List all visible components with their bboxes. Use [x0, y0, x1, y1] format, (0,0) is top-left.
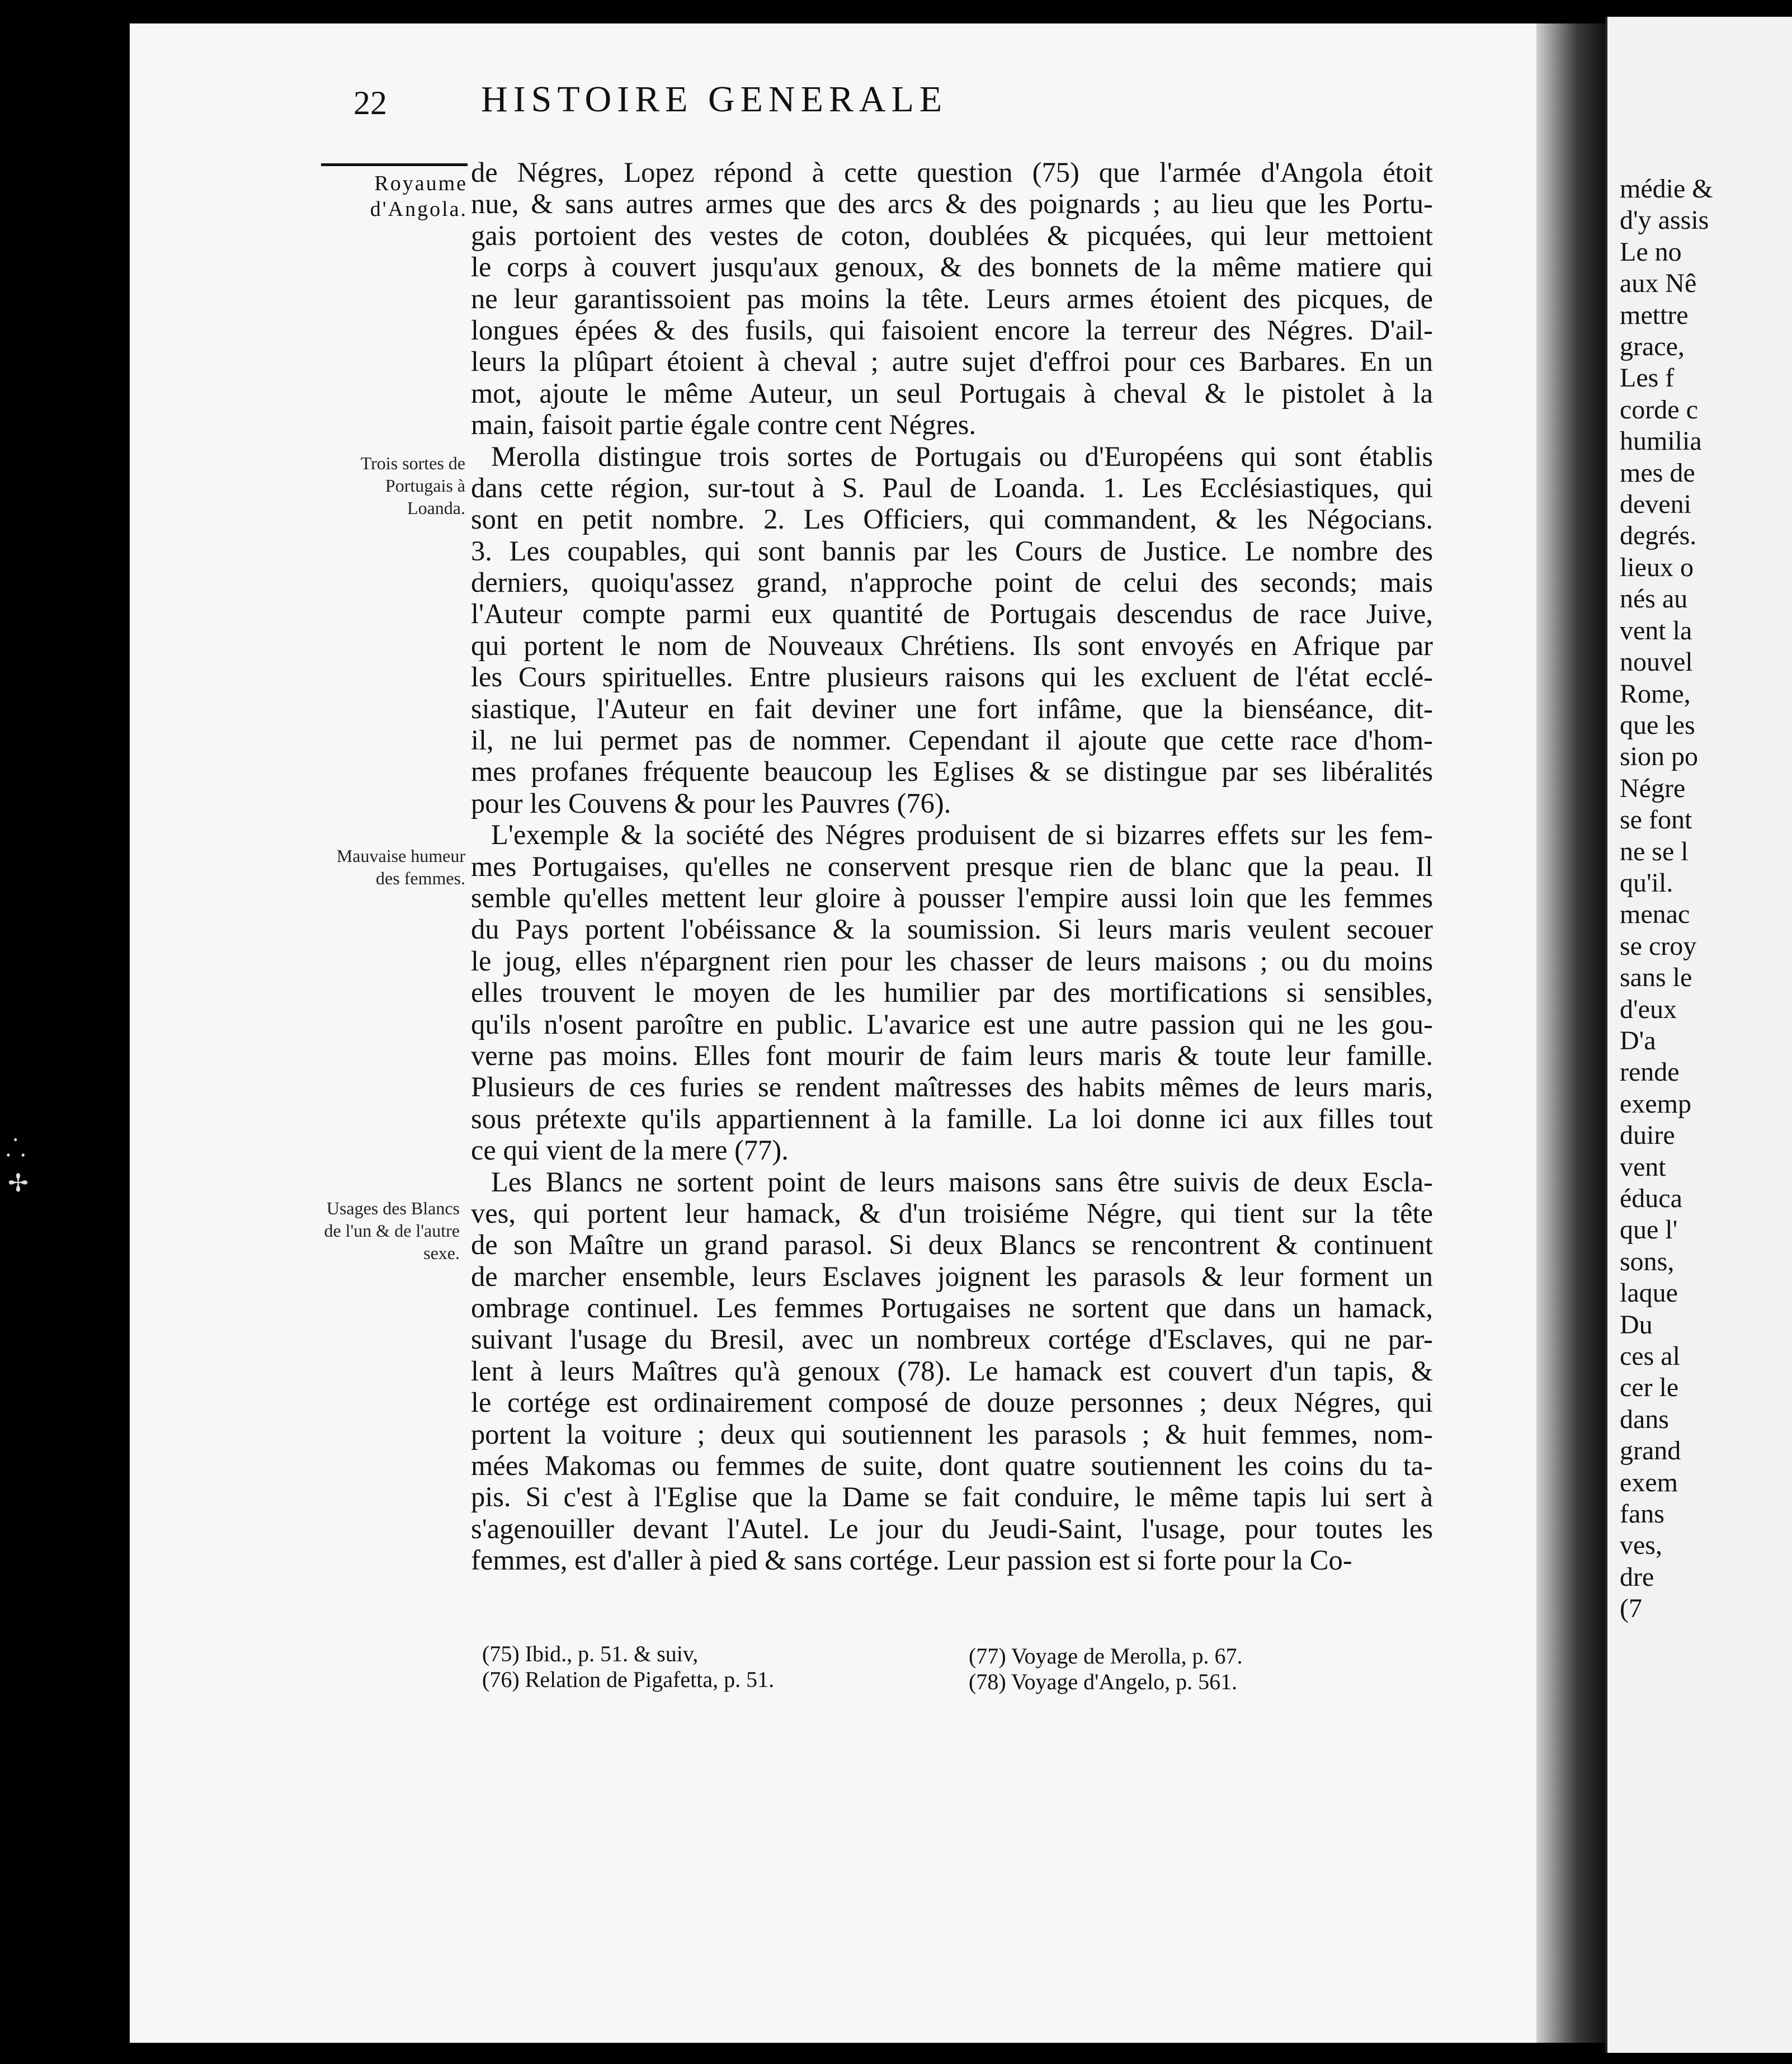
right-page-line: degrés. [1620, 521, 1697, 551]
text-line: qui portent le nom de Nouveaux Chrétiens. Ils sont envoyés en Afrique par [471, 629, 1433, 661]
text-line: mées Makomas ou femmes de suite, dont quatre soutiennent les coins du ta- [471, 1450, 1433, 1482]
text-line: Merolla distingue trois sortes de Portugais ou d'Européens qui sont établis [491, 440, 1433, 472]
text-line: de Négres, Lopez répond à cette question (75) que l'armée d'Angola étoit [471, 157, 1433, 188]
text-line: 3. Les coupables, qui sont bannis par les Cours de Justice. Le nombre des [471, 535, 1433, 567]
text-line: verne pas moins. Elles font mourir de faim leurs maris & toute leur famille. [471, 1039, 1433, 1071]
right-page-line: deveni [1620, 489, 1691, 520]
right-page-line: nés au [1620, 584, 1688, 614]
text-line: pour les Couvens & pour les Pauvres (76). [471, 787, 951, 819]
right-page-line: nouvel [1620, 647, 1693, 677]
text-line: suivant l'usage du Bresil, avec un nombreux cortége d'Esclaves, qui ne par- [471, 1323, 1433, 1355]
left-edge-mark: ✢ [8, 1169, 29, 1198]
text-line: sous prétexte qu'ils appartiennent à la famille. La loi donne ici aux filles tout [471, 1102, 1433, 1134]
footnote: (78) Voyage d'Angelo, p. 561. [969, 1669, 1238, 1694]
footnote: (75) Ibid., p. 51. & suiv, [482, 1641, 699, 1666]
text-line: du Pays portent l'obéissance & la soumission. Si leurs maris veulent secouer [471, 913, 1433, 945]
right-page-line: exemp [1620, 1088, 1691, 1119]
right-page-line: grand [1620, 1436, 1681, 1466]
text-line: siastique, l'Auteur en fait deviner une fort infâme, que la bienséance, dit- [471, 692, 1433, 724]
book-gutter [1536, 23, 1605, 2043]
right-page-line: sans le [1620, 963, 1692, 993]
right-page-line: humilia [1620, 426, 1702, 456]
text-line: de marcher ensemble, leurs Esclaves joignent les parasols & leur forment un [471, 1260, 1433, 1292]
margin-note: Usages des Blancs de l'un & de l'autre sexe. [324, 1198, 460, 1263]
text-line: les Cours spirituelles. Entre plusieurs raisons qui les excluent de l'état ecclé- [471, 661, 1433, 693]
right-page-line: Le no [1620, 237, 1682, 267]
right-page-line: ces al [1620, 1341, 1680, 1372]
text-line: pis. Si c'est à l'Eglise que la Dame se fait conduire, le même tapis lui sert à [471, 1481, 1433, 1513]
right-page-line: que l' [1620, 1215, 1678, 1245]
right-page-line: exem [1620, 1467, 1678, 1497]
text-line: elles trouvent le moyen de les humilier par des mortifications si sensibles, [471, 977, 1433, 1009]
right-page [1605, 17, 1792, 2053]
footnotes-left [482, 1641, 941, 1693]
right-page-text [1607, 173, 1713, 1625]
text-line: l'Auteur compte parmi eux quantité de Portugais descendus de race Juive, [471, 598, 1433, 630]
text-line: mes Portugaises, qu'elles ne conservent presque rien de blanc que la peau. Il [471, 850, 1433, 882]
margin-heading-line: d'Angola. [370, 197, 468, 221]
right-page-line: dans [1620, 1404, 1669, 1434]
main-text [471, 157, 1433, 1576]
text-line: il, ne lui permet pas de nommer. Cependant il ajoute que cette race d'hom- [471, 724, 1433, 756]
margin-heading-line: Royaume [374, 172, 468, 195]
text-line: ombrage continuel. Les femmes Portugaises ne sortent que dans un hamack, [471, 1292, 1433, 1324]
footnotes-right [969, 1643, 1427, 1695]
right-page-line: Du [1620, 1309, 1653, 1340]
right-page-line: ves, [1620, 1530, 1662, 1561]
text-line: ves, qui portent leur hamack, & d'un troisiéme Négre, qui tient sur la tête [471, 1197, 1433, 1229]
right-page-line: Négre [1620, 773, 1686, 803]
margin-note: Mauvaise humeur des femmes. [336, 846, 465, 888]
right-page-line: dre [1620, 1562, 1654, 1592]
right-page-line: rende [1620, 1057, 1680, 1087]
right-page-line: laque [1620, 1278, 1678, 1308]
right-page-line: vent la [1620, 615, 1692, 645]
right-page-line: D'a [1620, 1025, 1656, 1055]
text-line: portent la voiture ; deux qui soutiennent les parasols ; & huit femmes, nom- [471, 1418, 1433, 1450]
page-number: 22 [353, 84, 387, 121]
text-line: sont en petit nombre. 2. Les Officiers, qui commandent, & les Négocians. [471, 503, 1433, 535]
right-page-line: se font [1620, 805, 1692, 835]
text-line: s'agenouiller devant l'Autel. Le jour du Jeudi-Saint, l'usage, pour toutes les [471, 1512, 1433, 1544]
right-page-line: se croy [1620, 931, 1697, 961]
text-line: mot, ajoute le même Auteur, un seul Portugais à cheval & le pistolet à la [471, 377, 1433, 409]
right-page-line: Les f [1620, 363, 1675, 393]
text-line: qu'ils n'osent paroître en public. L'avarice est une autre passion qui ne les gou- [471, 1008, 1433, 1040]
text-line: de son Maître un grand parasol. Si deux Blancs se rencontrent & continuent [471, 1229, 1433, 1261]
text-line: main, faisoit partie égale contre cent Négres. [471, 409, 976, 441]
right-page-line: menac [1620, 899, 1690, 930]
right-page-line: que les [1620, 710, 1695, 740]
margin-heading-box [321, 163, 468, 222]
text-line: le cortége est ordinairement composé de douze personnes ; deux Négres, qui [471, 1387, 1433, 1419]
text-line: longues épées & des fusils, qui faisoient encore la terreur des Négres. D'ail- [471, 314, 1433, 346]
right-page-line: sons, [1620, 1246, 1675, 1276]
text-line: semble qu'elles mettent leur gloire à pousser l'empire aussi loin que les femmes [471, 882, 1433, 913]
footnote: (77) Voyage de Merolla, p. 67. [969, 1643, 1243, 1669]
right-page-line: médie & [1620, 174, 1713, 204]
right-page-line: mettre [1620, 300, 1689, 330]
right-page-line: qu'il. [1620, 868, 1673, 898]
footnote: (76) Relation de Pigafetta, p. 51. [482, 1667, 775, 1692]
margin-note: Trois sortes de Portugais à Loanda. [360, 453, 465, 518]
right-page-line: Rome, [1620, 678, 1691, 709]
running-title: HISTOIRE GENERALE [481, 79, 948, 120]
right-page-line: corde c [1620, 394, 1698, 425]
text-line: le corps à couvert jusqu'aux genoux, & des bonnets de la même matiere qui [471, 251, 1433, 283]
right-page-line: grace, [1620, 332, 1685, 362]
right-page-line: duire [1620, 1120, 1675, 1151]
text-line: dans cette région, sur-tout à S. Paul de Loanda. 1. Les Ecclésiastiques, qui [471, 472, 1433, 503]
right-page-line: fans [1620, 1499, 1664, 1529]
right-page-line: d'y assis [1620, 205, 1709, 235]
right-page-line: mes de [1620, 458, 1695, 488]
text-line: Les Blancs ne sortent point de leurs maisons sans être suivis de deux Escla- [491, 1166, 1433, 1198]
right-page-line: cer le [1620, 1373, 1679, 1403]
right-page-line: vent [1620, 1152, 1666, 1182]
right-page-line: ne se l [1620, 836, 1689, 866]
right-page-line: lieux o [1620, 552, 1694, 582]
text-line: mes profanes fréquente beaucoup les Eglises & se distingue par ses libéralités [471, 756, 1433, 788]
text-line: ne leur garantissoient pas moins la tête. Leurs armes étoient des picques, de [471, 282, 1433, 314]
right-page-line: aux Nê [1620, 268, 1697, 299]
left-edge-mark: ⸫ [6, 1134, 26, 1162]
text-line: femmes, est d'aller à pied & sans cortége. Leur passion est si forte pour la Co- [471, 1544, 1352, 1576]
right-page-line: éduca [1620, 1184, 1682, 1213]
text-line: nue, & sans autres armes que des arcs & des poignards ; au lieu que les Portu- [471, 188, 1433, 220]
text-line: Plusieurs de ces furies se rendent maîtresses des habits mêmes de leurs maris, [471, 1071, 1433, 1103]
text-line: ce qui vient de la mere (77). [471, 1134, 789, 1166]
right-page-line: d'eux [1620, 994, 1677, 1024]
text-line: L'exemple & la société des Négres produisent de si bizarres effets sur les fem- [491, 819, 1433, 851]
right-page-line: (7 [1620, 1594, 1642, 1624]
text-line: leurs la plûpart étoient à cheval ; autre sujet d'effroi pour ces Barbares. En un [471, 346, 1433, 378]
text-line: lent à leurs Maîtres qu'à genoux (78). Le hamack est couvert d'un tapis, & [471, 1355, 1433, 1387]
text-line: gais portoient des vestes de coton, doublées & picquées, qui leur mettoient [471, 219, 1433, 251]
text-line: derniers, quoiqu'assez grand, n'approche point de celui des seconds; mais [471, 567, 1433, 599]
right-page-line: sion po [1620, 742, 1699, 772]
text-line: le joug, elles n'épargnent rien pour les chasser de leurs maisons ; ou du moins [471, 945, 1433, 977]
